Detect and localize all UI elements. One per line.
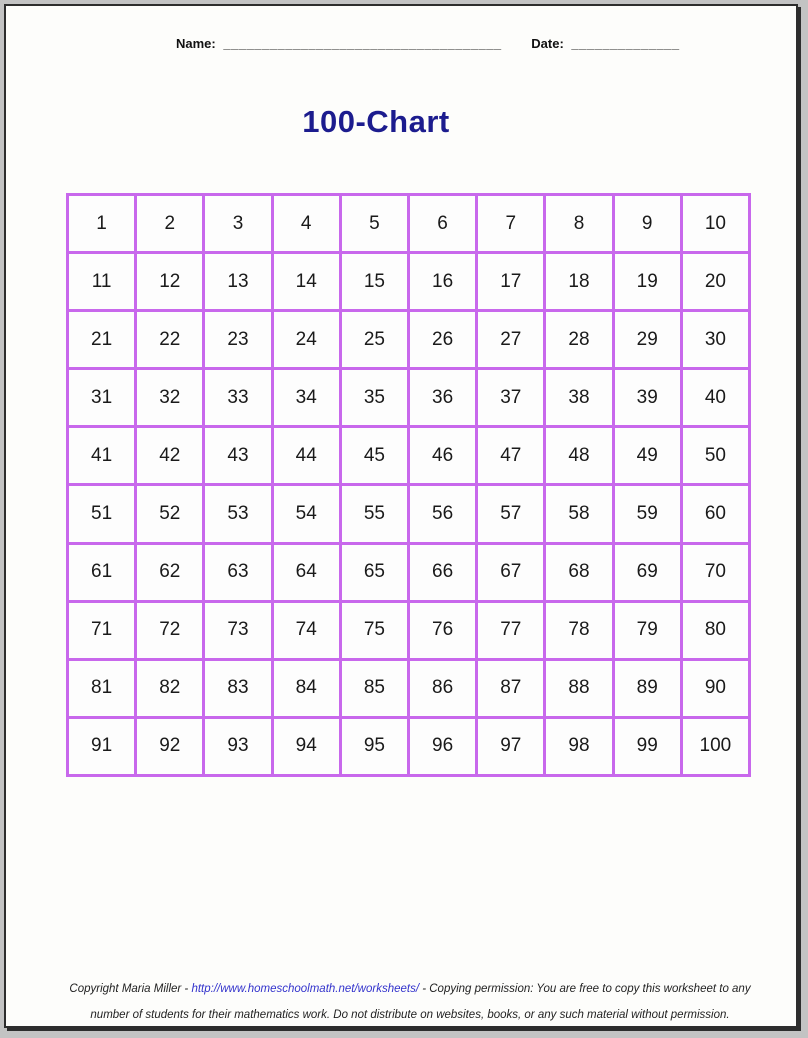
grid-cell-34: 34 <box>274 370 339 425</box>
grid-cell-23: 23 <box>205 312 270 367</box>
grid-cell-98: 98 <box>546 719 611 774</box>
grid-cell-65: 65 <box>342 545 407 600</box>
grid-cell-18: 18 <box>546 254 611 309</box>
grid-cell-78: 78 <box>546 603 611 658</box>
grid-cell-15: 15 <box>342 254 407 309</box>
grid-cell-100: 100 <box>683 719 748 774</box>
grid-cell-25: 25 <box>342 312 407 367</box>
grid-cell-21: 21 <box>69 312 134 367</box>
grid-cell-72: 72 <box>137 603 202 658</box>
grid-cell-36: 36 <box>410 370 475 425</box>
copyright-suffix: - Copying permission: You are free to copy this worksheet to any <box>419 983 751 995</box>
grid-cell-14: 14 <box>274 254 339 309</box>
copyright-line-2: number of students for their mathematics work. Do not distribute on websites, books, or any such material without permission. <box>90 1009 730 1021</box>
worksheet-title: 100-Chart <box>302 104 450 139</box>
grid-cell-13: 13 <box>205 254 270 309</box>
grid-cell-26: 26 <box>410 312 475 367</box>
grid-cell-2: 2 <box>137 196 202 251</box>
grid-cell-31: 31 <box>69 370 134 425</box>
grid-cell-74: 74 <box>274 603 339 658</box>
grid-cell-97: 97 <box>478 719 543 774</box>
grid-cell-48: 48 <box>546 428 611 483</box>
grid-cell-8: 8 <box>546 196 611 251</box>
date-line: ______________ <box>571 36 680 51</box>
grid-cell-84: 84 <box>274 661 339 716</box>
worksheets-link[interactable]: http://www.homeschoolmath.net/worksheets/ <box>191 983 420 995</box>
grid-cell-3: 3 <box>205 196 270 251</box>
grid-cell-45: 45 <box>342 428 407 483</box>
grid-cell-54: 54 <box>274 486 339 541</box>
grid-cell-90: 90 <box>683 661 748 716</box>
name-line: ____________________________________ <box>223 36 502 51</box>
grid-cell-11: 11 <box>69 254 134 309</box>
grid-cell-58: 58 <box>546 486 611 541</box>
grid-cell-86: 86 <box>410 661 475 716</box>
grid-cell-66: 66 <box>410 545 475 600</box>
grid-cell-30: 30 <box>683 312 748 367</box>
grid-cell-71: 71 <box>69 603 134 658</box>
grid-cell-89: 89 <box>615 661 680 716</box>
grid-cell-91: 91 <box>69 719 134 774</box>
grid-cell-53: 53 <box>205 486 270 541</box>
grid-cell-99: 99 <box>615 719 680 774</box>
grid-cell-49: 49 <box>615 428 680 483</box>
grid-cell-51: 51 <box>69 486 134 541</box>
grid-cell-12: 12 <box>137 254 202 309</box>
grid-cell-80: 80 <box>683 603 748 658</box>
grid-cell-73: 73 <box>205 603 270 658</box>
grid-cell-6: 6 <box>410 196 475 251</box>
grid-cell-60: 60 <box>683 486 748 541</box>
grid-cell-94: 94 <box>274 719 339 774</box>
grid-cell-68: 68 <box>546 545 611 600</box>
grid-cell-92: 92 <box>137 719 202 774</box>
grid-cell-61: 61 <box>69 545 134 600</box>
grid-cell-59: 59 <box>615 486 680 541</box>
grid-cell-75: 75 <box>342 603 407 658</box>
grid-cell-64: 64 <box>274 545 339 600</box>
grid-cell-55: 55 <box>342 486 407 541</box>
grid-cell-57: 57 <box>478 486 543 541</box>
grid-cell-67: 67 <box>478 545 543 600</box>
grid-cell-81: 81 <box>69 661 134 716</box>
name-label: Name: <box>176 36 216 51</box>
grid-cell-16: 16 <box>410 254 475 309</box>
page <box>4 4 798 1028</box>
grid-cell-69: 69 <box>615 545 680 600</box>
grid-cell-88: 88 <box>546 661 611 716</box>
grid-cell-52: 52 <box>137 486 202 541</box>
grid-cell-62: 62 <box>137 545 202 600</box>
grid-cell-24: 24 <box>274 312 339 367</box>
grid-cell-44: 44 <box>274 428 339 483</box>
grid-cell-4: 4 <box>274 196 339 251</box>
copyright-line-1 <box>6 976 808 1002</box>
grid-cell-79: 79 <box>615 603 680 658</box>
grid-cell-38: 38 <box>546 370 611 425</box>
grid-cell-28: 28 <box>546 312 611 367</box>
grid-cell-42: 42 <box>137 428 202 483</box>
grid-cell-96: 96 <box>410 719 475 774</box>
grid-cell-32: 32 <box>137 370 202 425</box>
copyright-prefix: Copyright Maria Miller - <box>69 983 192 995</box>
grid-cell-46: 46 <box>410 428 475 483</box>
grid-cell-56: 56 <box>410 486 475 541</box>
grid-cell-37: 37 <box>478 370 543 425</box>
grid-cell-17: 17 <box>478 254 543 309</box>
date-label: Date: <box>531 36 564 51</box>
grid-cell-41: 41 <box>69 428 134 483</box>
grid-cell-50: 50 <box>683 428 748 483</box>
grid-cell-70: 70 <box>683 545 748 600</box>
grid-cell-35: 35 <box>342 370 407 425</box>
grid-cell-33: 33 <box>205 370 270 425</box>
grid-cell-63: 63 <box>205 545 270 600</box>
grid-cell-7: 7 <box>478 196 543 251</box>
grid-cell-47: 47 <box>478 428 543 483</box>
grid-cell-9: 9 <box>615 196 680 251</box>
grid-cell-95: 95 <box>342 719 407 774</box>
grid-cell-83: 83 <box>205 661 270 716</box>
grid-cell-43: 43 <box>205 428 270 483</box>
title-wrap <box>6 104 746 140</box>
date-group <box>531 36 679 51</box>
grid-cell-22: 22 <box>137 312 202 367</box>
grid-cell-82: 82 <box>137 661 202 716</box>
grid-cell-40: 40 <box>683 370 748 425</box>
grid-cell-77: 77 <box>478 603 543 658</box>
grid-cell-5: 5 <box>342 196 407 251</box>
grid-cell-85: 85 <box>342 661 407 716</box>
copyright-footer <box>6 976 808 1028</box>
grid-cell-76: 76 <box>410 603 475 658</box>
grid-cell-39: 39 <box>615 370 680 425</box>
grid-cell-29: 29 <box>615 312 680 367</box>
grid-cell-1: 1 <box>69 196 134 251</box>
header-row <box>176 36 736 58</box>
hundred-grid <box>66 193 751 777</box>
grid-cell-93: 93 <box>205 719 270 774</box>
grid-cell-27: 27 <box>478 312 543 367</box>
grid-cell-87: 87 <box>478 661 543 716</box>
grid-cell-10: 10 <box>683 196 748 251</box>
grid-cell-19: 19 <box>615 254 680 309</box>
grid-cell-20: 20 <box>683 254 748 309</box>
